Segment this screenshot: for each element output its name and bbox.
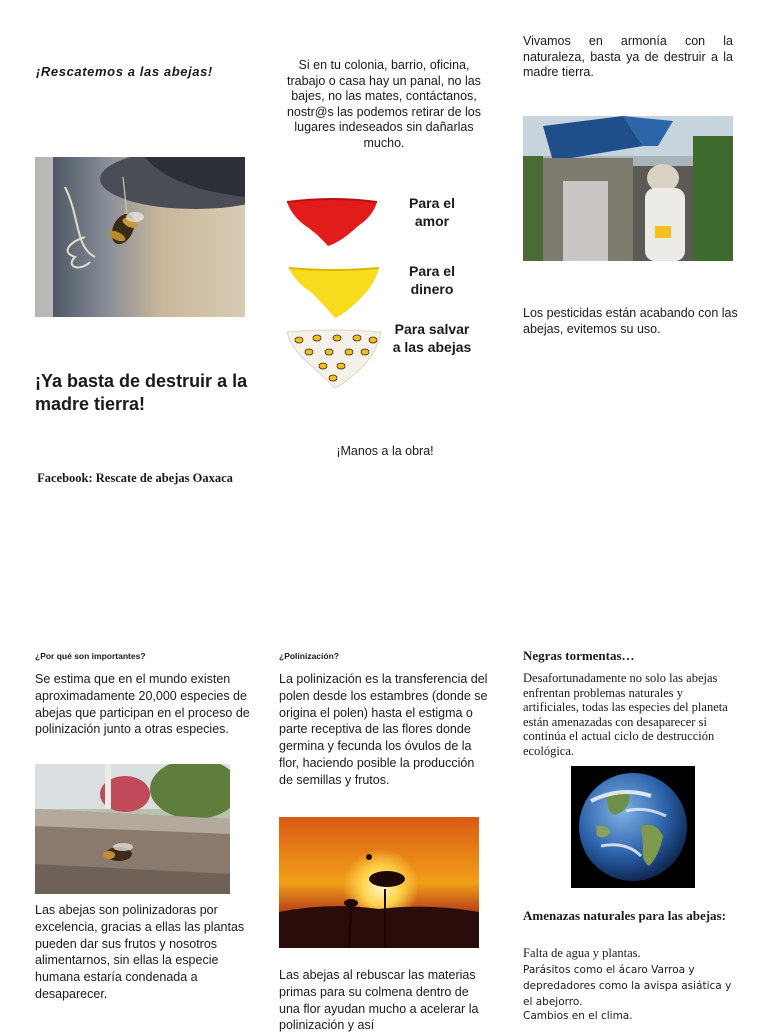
sunset-flower-photo [279, 817, 479, 948]
natural-threats-heading: Amenazas naturales para las abejas: [523, 908, 726, 923]
dark-storms-heading: Negras tormentas… [523, 648, 635, 663]
call-to-action: ¡Manos a la obra! [336, 444, 434, 458]
pesticide-warning: Los pesticidas están acabando con las abejas, evitemos su uso. [523, 306, 738, 336]
bee-print-underwear-image [283, 326, 383, 392]
threat-parasites: Parásitos como el ácaro Varroa y depredadores como la avispa asiática y el abejorro. [523, 964, 732, 1008]
pollinators-text: Las abejas son polinizadoras por excelencia, gracias a ellas las plantas pueden dar sus frutos y nosotros alimentarnos, sin ellas la especie humana estaría condenada a desaparecer. [35, 903, 245, 1001]
yellow-underwear-image [283, 262, 383, 322]
slogan-heading: ¡Ya basta de destruir a la madre tierra! [35, 371, 248, 414]
harmony-text: Vivamos en armonía con la naturaleza, basta ya de destruir a la madre tierra. [523, 34, 733, 79]
facebook-contact: Facebook: Rescate de abejas Oaxaca [37, 471, 233, 485]
importance-question: ¿Por qué son importantes? [35, 651, 146, 661]
label-for-love: Para el amor [409, 195, 455, 229]
brochure-title: ¡Rescatemos a las abejas! [36, 64, 213, 79]
label-for-bees: Para salvar a las abejas [392, 321, 472, 355]
bee-on-thread-photo [35, 157, 245, 317]
threat-climate: Cambios en el clima. [523, 1010, 633, 1022]
beekeeper-photo [523, 116, 733, 261]
bee-on-ledge-photo [35, 764, 230, 894]
pollination-question: ¿Polinización? [279, 651, 339, 661]
species-estimate-text: Se estima que en el mundo existen aproximadamente 20,000 especies de abejas que participan en el proceso de polinización junto a otras especies. [35, 672, 250, 737]
label-for-money: Para el dinero [409, 263, 455, 297]
rescue-request-text: Si en tu colonia, barrio, oficina, trabajo o casa hay un panal, no las bajes, no las mates, contáctanos, nostr@s las podemos retirar de los lugares indeseados sin dañarlas mucho. [286, 58, 482, 150]
threat-water-plants: Falta de agua y plantas. [523, 946, 641, 960]
underwear-item-love [283, 190, 473, 255]
earth-globe-photo [571, 766, 695, 888]
underwear-item-money [283, 258, 473, 323]
ecological-destruction-text: Desafortunadamente no solo las abejas enfrentan problemas naturales y artificiales, todas las especies del planeta están amenazadas con desaparecer si continúa el actual ciclo de destrucción ecológica. [523, 671, 728, 758]
red-underwear-image [283, 194, 383, 254]
underwear-item-bees [283, 320, 473, 400]
bees-help-pollination-text: Las abejas al rebuscar las materias primas para su colmena dentro de una flor ayudan mucho a acelerar la polinización y así [279, 968, 479, 1033]
pollination-definition: La polinización es la transferencia del polen desde los estambres (donde se origina el polen) hasta el estigma o parte receptiva de las flores donde germina y fecunda los óvulos de la flor, haciendo posible la producción de semillas y frutos. [279, 672, 488, 787]
